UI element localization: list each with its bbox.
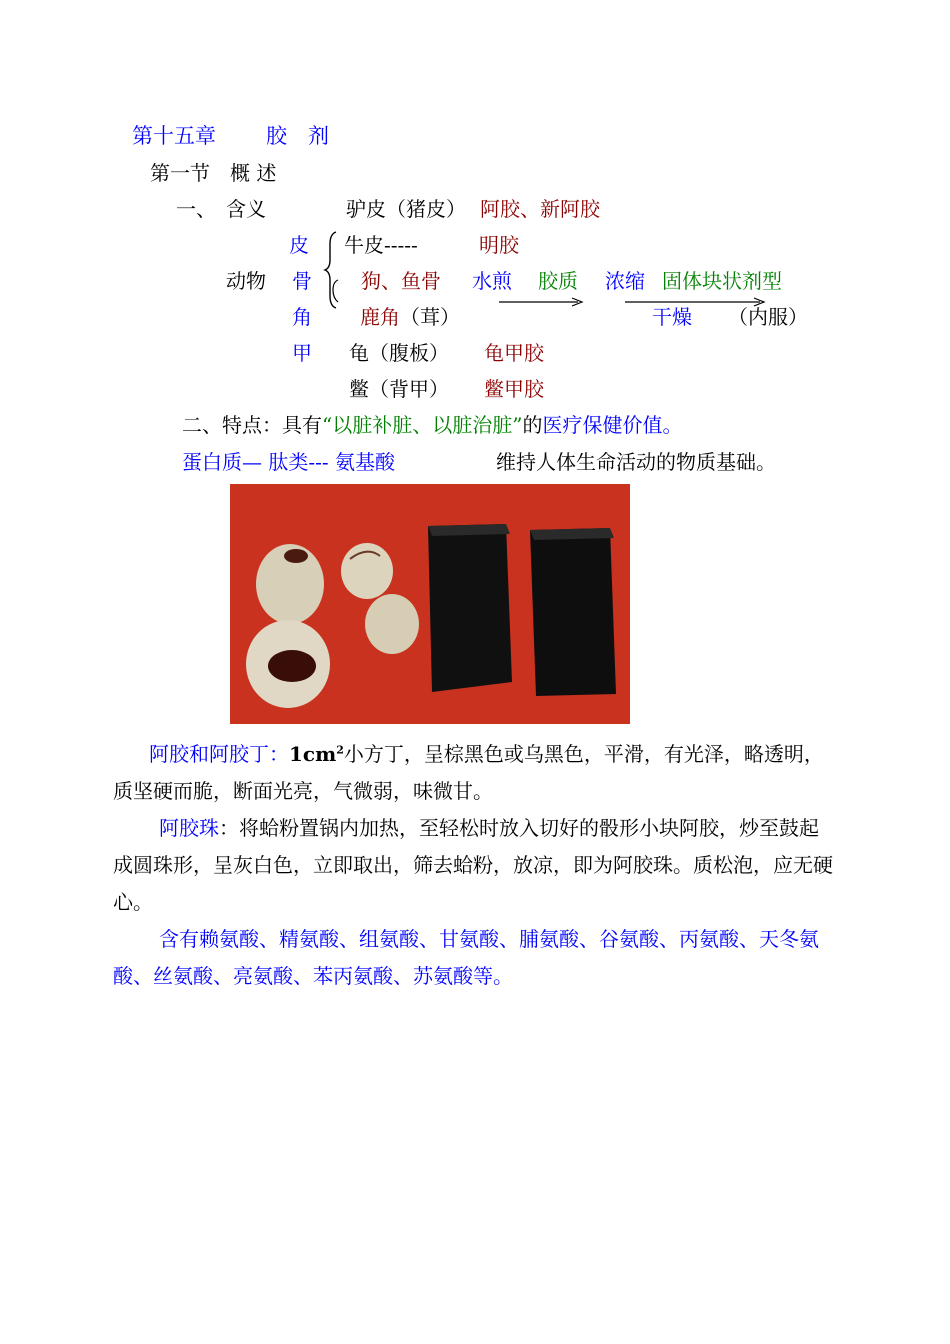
cow-product: 明胶 <box>479 233 519 257</box>
amino-acids: 含有赖氨酸、精氨酸、组氨酸、甘氨酸、脯氨酸、谷氨酸、丙氨酸、天冬氨酸、丝氨酸、亮氨酸、苯丙氨酸、苏氨酸等。 <box>113 927 819 988</box>
ejiao-size: $1cm^2$ <box>289 742 344 766</box>
ejiao-description <box>113 736 838 810</box>
turtle-product: 龟甲胶 <box>484 341 544 365</box>
arrow-right-icon <box>498 296 584 308</box>
ejiao-pearl-3 <box>365 594 419 654</box>
donkey-product: 阿胶、新阿胶 <box>480 197 600 221</box>
ejiao-pearl-cut <box>246 620 330 708</box>
ejiao-photo <box>230 484 630 724</box>
bone-raw: 狗、鱼骨 <box>361 269 441 293</box>
features-prefix: 二、特点：具有 <box>182 413 322 437</box>
category-horn: 角 <box>292 305 312 329</box>
curly-brace <box>322 230 342 310</box>
features-value: 医疗保健价值。 <box>542 413 683 437</box>
process-gel: 胶质 <box>538 269 578 293</box>
category-shell: 甲 <box>292 341 312 365</box>
category-skin: 皮 <box>289 233 309 257</box>
features-line <box>182 415 682 435</box>
soft-turtle-raw: 鳖（背甲） <box>349 377 449 401</box>
process-decoct: 水煎 <box>472 269 512 293</box>
donkey-raw: 驴皮（猪皮） <box>346 197 466 221</box>
process-concentrate: 浓缩 <box>605 269 645 293</box>
protein-desc: 维持人体生命活动的物质基础。 <box>496 450 776 474</box>
antler-raw: 鹿角 <box>360 305 400 329</box>
process-dry: 干燥 <box>652 305 692 329</box>
features-quote: “以脏补脏、以脏治脏” <box>322 413 523 437</box>
pearl-text: ：将蛤粉置锅内加热，至轻松时放入切好的骰形小块阿胶，炒至鼓起成圆珠形，呈灰白色，立即取出，筛去蛤粉，放凉，即为阿胶珠。质松泡，应无硬心。 <box>113 816 833 914</box>
pearl-description <box>113 810 838 921</box>
result-form: 固体块状剂型 <box>662 269 782 293</box>
cow-raw: 牛皮----- <box>344 233 418 257</box>
ejiao-text: 小方丁，呈棕黑色或乌黑色，平滑，有光泽，略透明，质坚硬而脆，断面光亮，气微弱，味微甘。 <box>113 742 824 803</box>
ejiao-term: 阿胶和阿胶丁： <box>149 742 289 766</box>
features-mid: 的 <box>522 413 543 437</box>
antler-note: （茸） <box>400 305 460 329</box>
side-label-animal: 动物 <box>226 269 266 293</box>
usage: （内服） <box>728 305 808 329</box>
chapter-title: 胶 剂 <box>266 124 329 148</box>
ejiao-pearl-2 <box>341 543 393 599</box>
soft-turtle-product: 鳖甲胶 <box>484 377 544 401</box>
ejiao-pearl-1 <box>256 544 324 624</box>
ejiao-block-1 <box>428 524 512 692</box>
ejiao-block-2 <box>530 528 616 696</box>
category-bone: 骨 <box>292 269 312 293</box>
definition-heading: 一、 含义 <box>176 197 266 221</box>
section-title: 第一节 概 述 <box>150 161 277 185</box>
turtle-raw: 龟（腹板） <box>349 341 449 365</box>
chapter-number: 第十五章 <box>132 124 216 148</box>
pearl-term: 阿胶珠 <box>159 816 219 840</box>
protein-chain: 蛋白质— 肽类--- 氨基酸 <box>182 450 395 474</box>
